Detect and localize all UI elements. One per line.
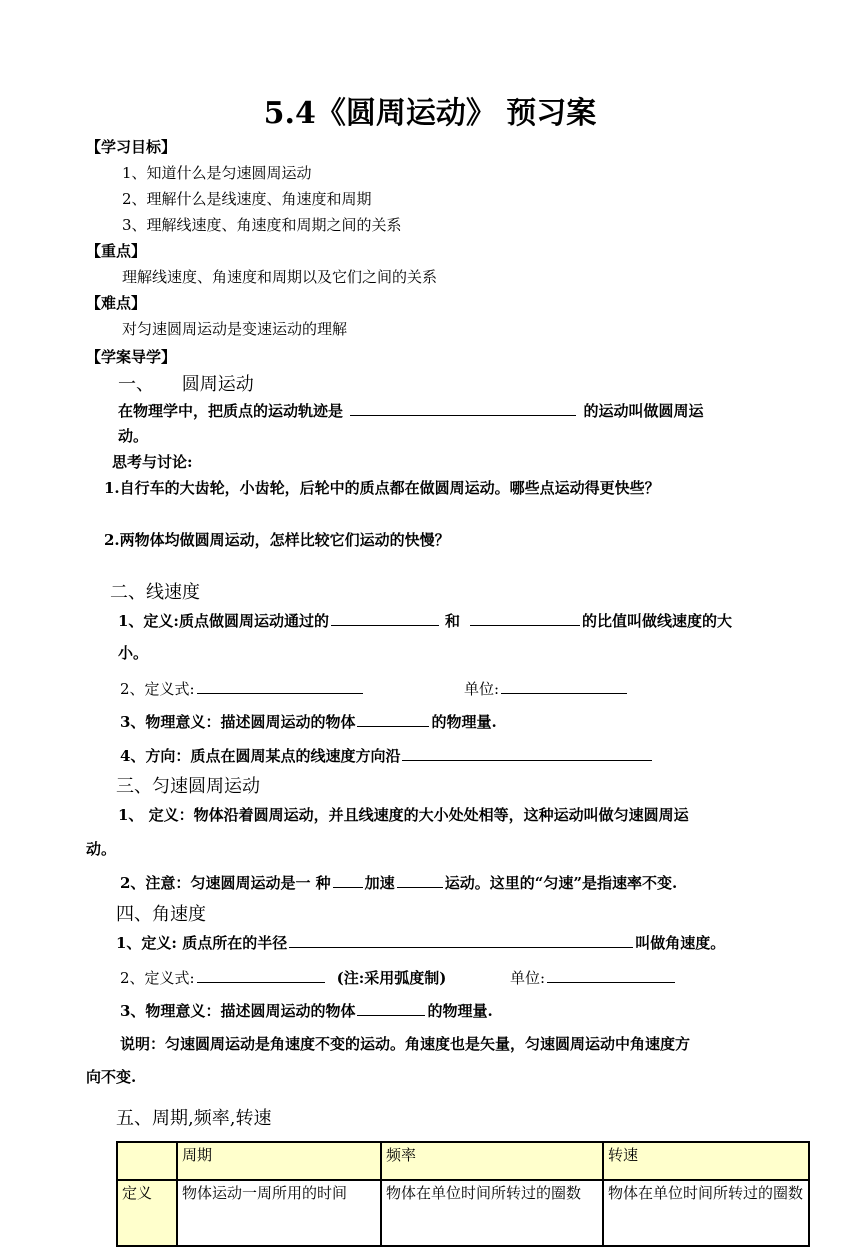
goal-item: 3、理解线速度、角速度和周期之间的关系 — [122, 216, 402, 234]
uniform-motion-def: 1、 定义：物体沿着圆周运动，并且线速度的大小处处相等，这种运动叫做匀速圆周运 — [118, 806, 689, 824]
section-3-title: 三、匀速圆周运动 — [116, 776, 260, 797]
table-row — [117, 1180, 809, 1246]
radius-blank[interactable] — [289, 931, 633, 948]
goal-item: 1、知道什么是匀速圆周运动 — [122, 164, 312, 182]
section-1-number: 一、 — [118, 374, 154, 395]
table-header-frequency: 频率 — [381, 1142, 603, 1180]
arc-length-blank[interactable] — [331, 609, 439, 626]
angular-velocity-unit: 单位: — [510, 966, 677, 988]
note-blank-1[interactable] — [333, 871, 363, 888]
linear-velocity-direction: 4、方向：质点在圆周某点的线速度方向沿 — [120, 744, 654, 766]
uniform-motion-def-cont: 动。 — [86, 840, 117, 858]
period-table — [116, 1141, 810, 1247]
linear-velocity-def-cont: 小。 — [118, 644, 149, 662]
formula-blank[interactable] — [197, 677, 363, 694]
angular-unit-blank[interactable] — [547, 966, 675, 983]
keypoint-heading: 【重点】 — [86, 242, 147, 260]
goals-heading: 【学习目标】 — [86, 138, 177, 156]
section-1-line1: 在物理学中，把质点的运动轨迹是 的运动叫做圆周运 — [118, 399, 704, 421]
keypoint-text: 理解线速度、角速度和周期以及它们之间的关系 — [122, 268, 438, 286]
time-blank[interactable] — [470, 609, 580, 626]
linear-velocity-meaning: 3、物理意义：描述圆周运动的物体 的物理量. — [120, 710, 497, 732]
section-1-title — [118, 370, 254, 396]
guide-heading: 【学案导学】 — [86, 348, 177, 366]
angular-formula-blank[interactable] — [197, 966, 325, 983]
angular-velocity-meaning: 3、物理意义：描述圆周运动的物体 的物理量. — [120, 999, 493, 1021]
question-2: 2.两物体均做圆周运动，怎样比较它们运动的快慢？ — [104, 531, 450, 549]
uniform-motion-note: 2、注意：匀速圆周运动是一 种 加速 运动。这里的“匀速”是指速率不变. — [120, 871, 677, 893]
angular-meaning-blank[interactable] — [357, 999, 425, 1016]
angular-velocity-def: 1、定义: 质点所在的半径 叫做角速度。 — [116, 931, 725, 953]
table-cell-speed: 物体在单位时间所转过的圈数 — [603, 1180, 809, 1246]
section-5-title: 五、周期,频率,转速 — [116, 1108, 272, 1129]
note-blank-2[interactable] — [397, 871, 443, 888]
table-row-label: 定义 — [117, 1180, 177, 1246]
angular-velocity-formula: 2、定义式: (注:采用弧度制) — [120, 966, 446, 988]
angular-explanation-cont: 向不变. — [86, 1068, 137, 1086]
linear-velocity-unit: 单位: — [464, 677, 629, 699]
section-1-line2: 动。 — [118, 427, 149, 445]
table-header-speed: 转速 — [603, 1142, 809, 1180]
discuss-label: 思考与讨论: — [112, 453, 193, 471]
angular-explanation: 说明：匀速圆周运动是角速度不变的运动。角速度也是矢量，匀速圆周运动中角速度方 — [120, 1035, 691, 1053]
trajectory-blank[interactable] — [350, 399, 576, 416]
section-1-heading: 圆周运动 — [181, 374, 254, 395]
difficulty-heading: 【难点】 — [86, 294, 147, 312]
table-cell-period: 物体运动一周所用的时间 — [177, 1180, 381, 1246]
section-4-title: 四、角速度 — [116, 904, 206, 925]
linear-velocity-def: 1、定义:质点做圆周运动通过的 和 的比值叫做线速度的大 — [118, 609, 732, 631]
difficulty-text: 对匀速圆周运动是变速运动的理解 — [122, 320, 348, 338]
table-header-period: 周期 — [177, 1142, 381, 1180]
direction-blank[interactable] — [402, 744, 652, 761]
table-header-row — [117, 1142, 809, 1180]
table-header-empty — [117, 1142, 177, 1180]
goal-item: 2、理解什么是线速度、角速度和周期 — [122, 190, 372, 208]
section-2-title: 二、线速度 — [110, 582, 200, 603]
question-1: 1.自行车的大齿轮，小齿轮，后轮中的质点都在做圆周运动。哪些点运动得更快些？ — [104, 479, 660, 497]
table-cell-frequency: 物体在单位时间所转过的圈数 — [381, 1180, 603, 1246]
linear-velocity-formula: 2、定义式: — [120, 677, 365, 699]
unit-blank[interactable] — [501, 677, 627, 694]
page-title: 5.4《圆周运动》 预习案 — [263, 96, 597, 131]
meaning-blank[interactable] — [357, 710, 429, 727]
